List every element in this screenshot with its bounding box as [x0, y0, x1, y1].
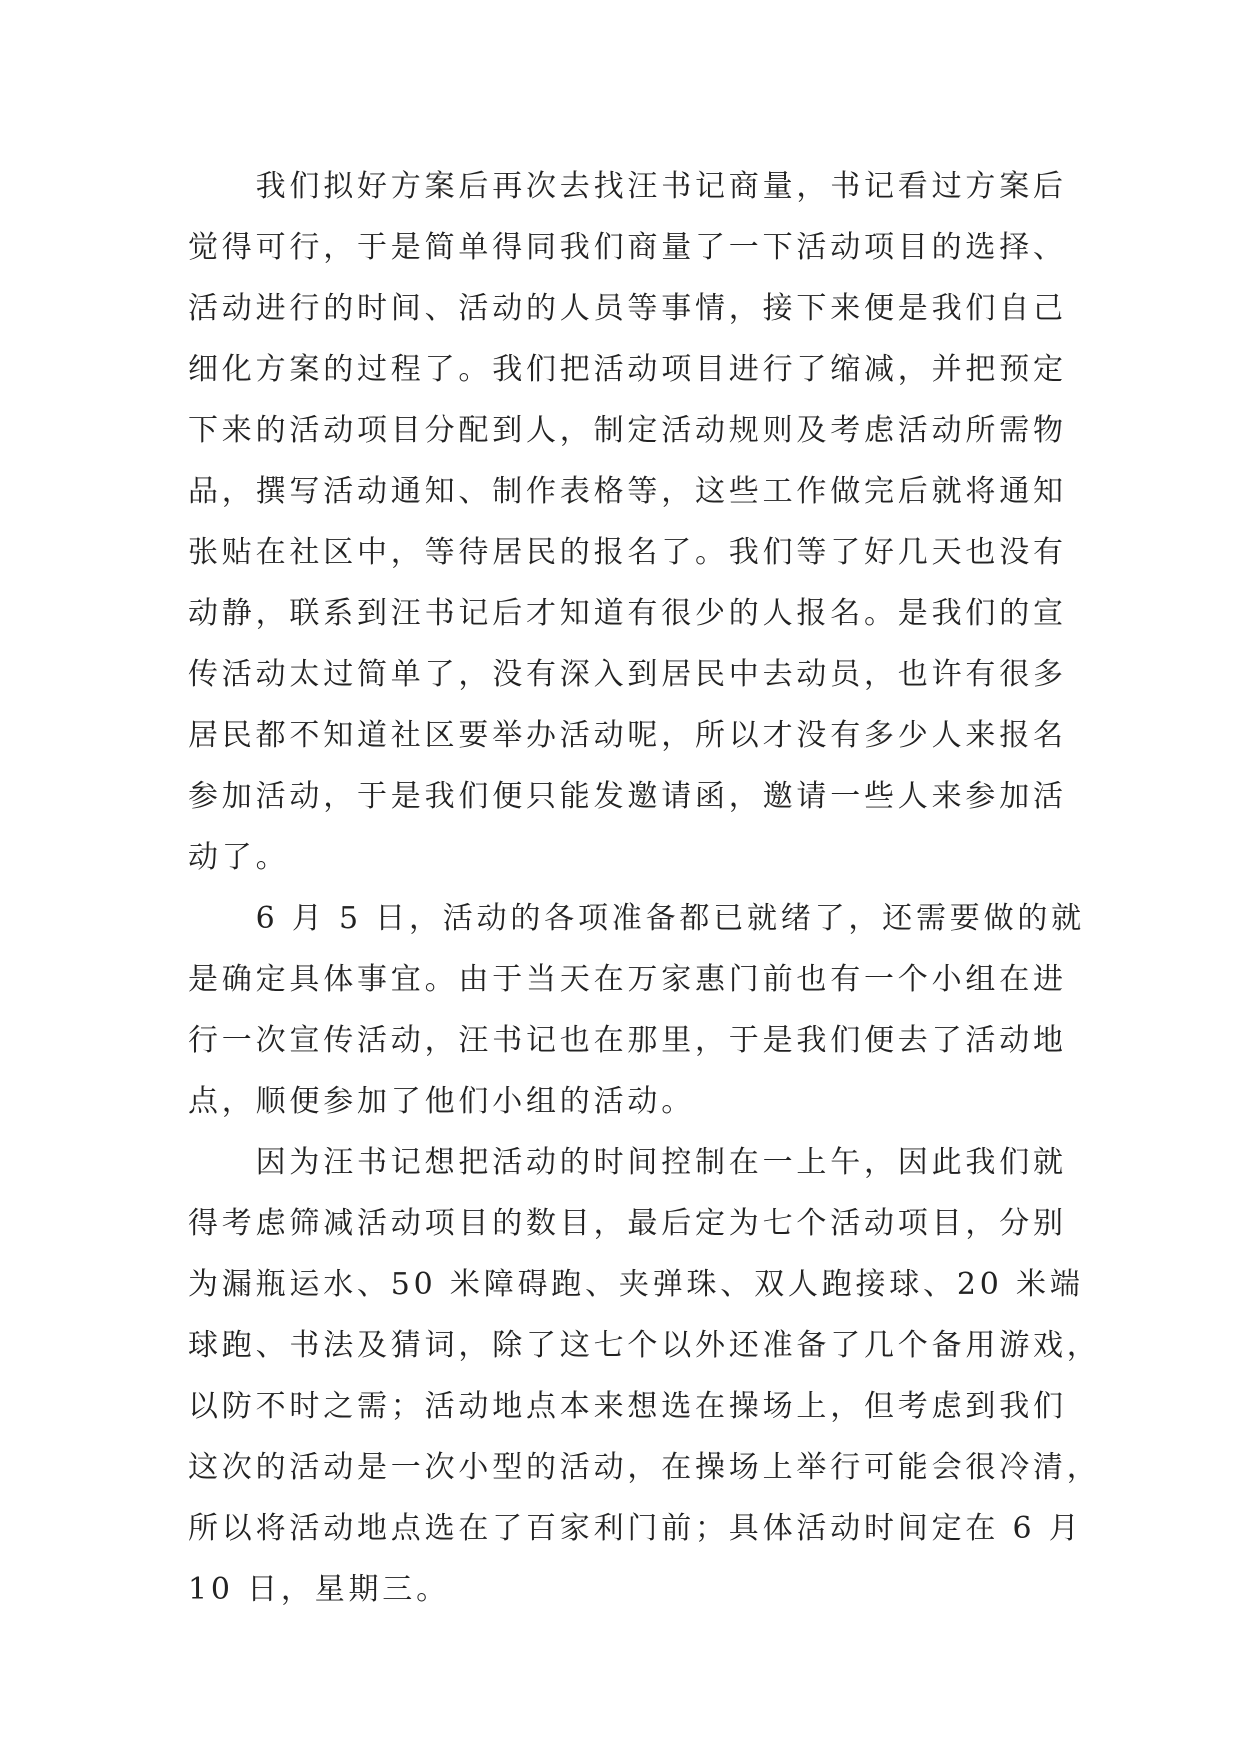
- text-line: 为漏瓶运水、50 米障碍跑、夹弹珠、双人跑接球、20 米端: [188, 1267, 1084, 1302]
- text-line: 我们拟好方案后再次去找汪书记商量，书记看过方案后: [188, 169, 1067, 204]
- text-line: 细化方案的过程了。我们把活动项目进行了缩减，并把预定: [188, 352, 1067, 387]
- text-line: 6 月 5 日，活动的各项准备都已就绪了，还需要做的就: [188, 901, 1085, 936]
- text-line: 是确定具体事宜。由于当天在万家惠门前也有一个小组在进: [188, 962, 1067, 997]
- text-line: 品，撰写活动通知、制作表格等，这些工作做完后就将通知: [188, 474, 1067, 509]
- text-line: 居民都不知道社区要举办活动呢，所以才没有多少人来报名: [188, 718, 1067, 753]
- text-line: 因为汪书记想把活动的时间控制在一上午，因此我们就: [188, 1145, 1067, 1180]
- paragraph-3: [188, 1132, 1101, 1620]
- text-line: 所以将活动地点选在了百家利门前；具体活动时间定在 6 月: [188, 1511, 1083, 1546]
- text-line: 点，顺便参加了他们小组的活动。: [188, 1084, 695, 1119]
- text-line: 这次的活动是一次小型的活动，在操场上举行可能会很冷清，: [188, 1450, 1101, 1485]
- paragraph-1: [188, 156, 1068, 888]
- text-line: 下来的活动项目分配到人，制定活动规则及考虑活动所需物: [188, 413, 1067, 448]
- text-line: 10 日，星期三。: [188, 1572, 450, 1607]
- text-line: 得考虑筛减活动项目的数目，最后定为七个活动项目，分别: [188, 1206, 1067, 1241]
- text-line: 行一次宣传活动，汪书记也在那里，于是我们便去了活动地: [188, 1023, 1067, 1058]
- text-line: 觉得可行，于是简单得同我们商量了一下活动项目的选择、: [188, 230, 1067, 265]
- text-line: 活动进行的时间、活动的人员等事情，接下来便是我们自己: [188, 291, 1067, 326]
- text-line: 球跑、书法及猜词，除了这七个以外还准备了几个备用游戏，: [188, 1328, 1101, 1363]
- text-line: 动了。: [188, 840, 290, 875]
- text-line: 以防不时之需；活动地点本来想选在操场上，但考虑到我们: [188, 1389, 1067, 1424]
- text-line: 动静，联系到汪书记后才知道有很少的人报名。是我们的宣: [188, 596, 1067, 631]
- text-line: 参加活动，于是我们便只能发邀请函，邀请一些人来参加活: [188, 779, 1067, 814]
- paragraph-2: [188, 888, 1085, 1132]
- document-body: [188, 156, 1101, 1620]
- text-line: 张贴在社区中，等待居民的报名了。我们等了好几天也没有: [188, 535, 1067, 570]
- text-line: 传活动太过简单了，没有深入到居民中去动员，也许有很多: [188, 657, 1067, 692]
